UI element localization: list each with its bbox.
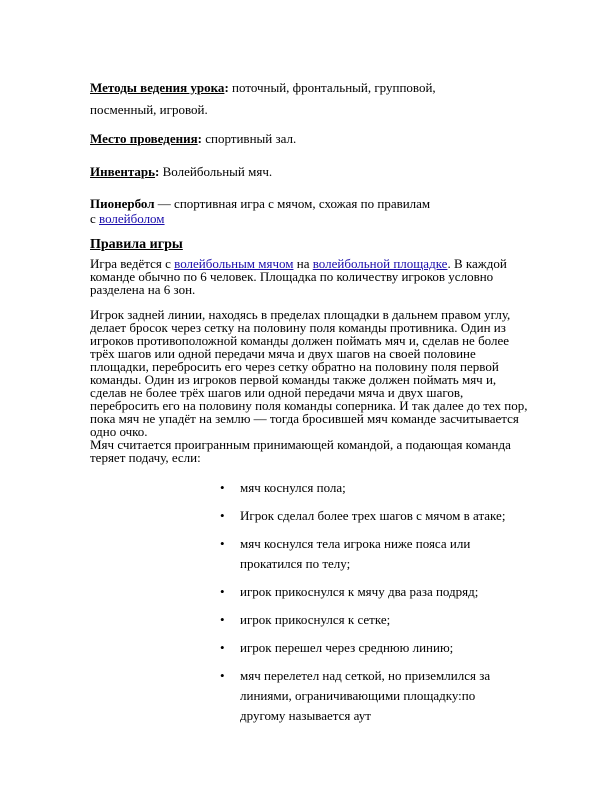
loss-conditions-list bbox=[220, 478, 510, 734]
list-item bbox=[220, 638, 510, 658]
place-value: спортивный зал. bbox=[201, 131, 297, 146]
methods-line1: поточный, фронтальный, групповой, bbox=[228, 80, 436, 95]
rules-p1-a: Игра ведётся с bbox=[90, 256, 175, 271]
rules-paragraph-2: Игрок задней линии, находясь в пределах площадки в дальнем правом углу, делает бросок через сетку на половину поля команды противника. Один из игроков противоположной команды должен поймать мяч и, сделав не более трёх шагов или одной передачи мяча и двух шагов на своей половине площадки, перебросить его через сетку обратно на половину поля первой команды. Один из игроков первой команды также должен поймать мяч и, сделав не более трёх шагов или одной передачи мяча и двух шагов, перебросить его на половину поля команды соперника. И так далее до тех пор, пока мяч не упадёт на землю — тогда бросившей мяч команде засчитывается одно очко. bbox=[90, 307, 528, 439]
list-item bbox=[220, 506, 510, 526]
list-item bbox=[220, 582, 510, 602]
bullet-icon: • bbox=[220, 508, 225, 523]
list-item bbox=[220, 666, 510, 726]
rules-paragraph-3: Мяч считается проигранным принимающей командой, а подающая команда теряет подачу, если: bbox=[90, 437, 511, 465]
methods-label: Методы ведения урока bbox=[90, 80, 225, 95]
lesson-methods bbox=[90, 77, 520, 121]
rules-p1-b: на bbox=[293, 256, 313, 271]
inventory-value: Волейбольный мяч. bbox=[159, 164, 273, 179]
pioneerball-definition bbox=[90, 196, 530, 226]
list-item-text: мяч коснулся пола; bbox=[240, 480, 346, 495]
place-label: Место проведения bbox=[90, 131, 198, 146]
list-item-text: игрок перешел через среднюю линию; bbox=[240, 640, 454, 655]
volleyball-court-link[interactable]: волейбольной площадке bbox=[312, 256, 448, 271]
inventory-colon: : bbox=[155, 164, 160, 179]
lesson-inventory bbox=[90, 164, 272, 179]
place-colon: : bbox=[197, 131, 202, 146]
volleyball-ball-link[interactable]: волейбольным мячом bbox=[174, 256, 294, 271]
pioneerball-text: — спортивная игра с мячом, схожая по правилам bbox=[154, 196, 431, 211]
list-item-text: Игрок сделал более трех шагов с мячом в атаке; bbox=[240, 508, 506, 523]
list-item bbox=[220, 610, 510, 630]
rules-p1-c: . В каждой команде обычно по 6 человек. Площадка по количеству игроков условно разделена на 6 зон. bbox=[90, 256, 507, 297]
bullet-icon: • bbox=[220, 668, 225, 683]
volleyball-link[interactable]: волейболом bbox=[99, 211, 165, 226]
inventory-label: Инвентарь bbox=[90, 164, 156, 179]
methods-colon: : bbox=[224, 80, 229, 95]
methods-line2: посменный, игровой. bbox=[90, 102, 208, 117]
list-item bbox=[220, 478, 510, 498]
rules-paragraph-1 bbox=[90, 257, 530, 296]
bullet-icon: • bbox=[220, 612, 225, 627]
list-item-text: мяч коснулся тела игрока ниже пояса или прокатился по телу; bbox=[240, 536, 471, 571]
bullet-icon: • bbox=[220, 640, 225, 655]
lesson-place bbox=[90, 131, 296, 146]
list-item-text: мяч перелетел над сеткой, но приземлился за линиями, ограничивающими площадку:по другому называется аут bbox=[240, 668, 491, 723]
list-item-text: игрок прикоснулся к мячу два раза подряд; bbox=[240, 584, 479, 599]
bullet-icon: • bbox=[220, 536, 225, 551]
list-item-text: игрок прикоснулся к сетке; bbox=[240, 612, 391, 627]
rules-heading: Правила игры bbox=[90, 237, 183, 252]
bullet-icon: • bbox=[220, 584, 225, 599]
pioneerball-prefix: с bbox=[90, 211, 100, 226]
bullet-icon: • bbox=[220, 480, 225, 495]
pioneerball-term: Пионербол bbox=[90, 196, 155, 211]
list-item bbox=[220, 534, 510, 574]
